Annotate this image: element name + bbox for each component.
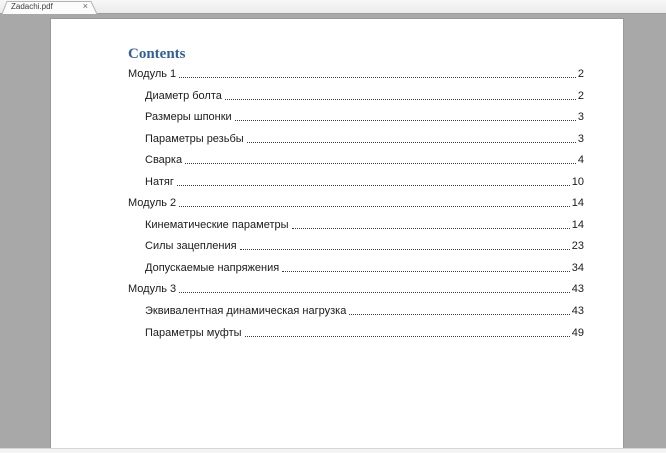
pdf-page bbox=[50, 18, 624, 448]
page-content bbox=[128, 47, 584, 348]
toc-entry[interactable] bbox=[128, 262, 584, 284]
toc-entry-page: 43 bbox=[571, 305, 584, 318]
toc-entry[interactable] bbox=[128, 283, 584, 305]
toc-entry-label: Натяг bbox=[145, 175, 174, 188]
toc-entry[interactable] bbox=[128, 327, 584, 349]
toc-leader-dots bbox=[245, 327, 570, 337]
tab-bar bbox=[0, 0, 666, 14]
toc-entry-label: Диаметр болта bbox=[145, 89, 222, 102]
toc-leader-dots bbox=[179, 68, 576, 78]
toc-leader-dots bbox=[185, 154, 576, 164]
toc-entry-label: Силы зацепления bbox=[145, 240, 237, 253]
toc-entry-label: Кинематические параметры bbox=[145, 218, 289, 231]
toc-entry[interactable] bbox=[128, 240, 584, 262]
toc-entry[interactable] bbox=[128, 197, 584, 219]
toc-entry-label: Модуль 2 bbox=[128, 197, 177, 210]
toc-leader-dots bbox=[247, 133, 576, 143]
toc-entry-label: Модуль 1 bbox=[128, 68, 177, 80]
toc-entry-page: 14 bbox=[571, 197, 584, 210]
toc-entry[interactable] bbox=[128, 133, 584, 155]
tab-title: Zadachi.pdf bbox=[11, 2, 53, 11]
toc-entry[interactable] bbox=[128, 176, 584, 198]
document-tab[interactable] bbox=[1, 0, 99, 14]
toc-entry-page: 14 bbox=[571, 218, 584, 231]
toc-entry-label: Эквивалентная динамическая нагрузка bbox=[145, 305, 347, 318]
contents-heading: Contents bbox=[128, 46, 186, 62]
status-strip bbox=[0, 448, 666, 453]
toc-leader-dots bbox=[282, 262, 570, 272]
toc-entry-page: 3 bbox=[577, 132, 584, 145]
toc-entry-label: Параметры резьбы bbox=[145, 132, 244, 145]
toc-entry-page: 2 bbox=[577, 68, 584, 80]
table-of-contents bbox=[128, 68, 584, 348]
toc-entry-label: Параметры муфты bbox=[145, 326, 242, 339]
toc-entry-label: Модуль 3 bbox=[128, 283, 177, 296]
toc-entry[interactable] bbox=[128, 219, 584, 241]
toc-entry[interactable] bbox=[128, 90, 584, 112]
toc-leader-dots bbox=[179, 197, 570, 207]
toc-entry-page: 34 bbox=[571, 261, 584, 274]
toc-entry-page: 3 bbox=[577, 111, 584, 124]
toc-entry-page: 23 bbox=[571, 240, 584, 253]
toc-entry-page: 10 bbox=[571, 175, 584, 188]
toc-leader-dots bbox=[179, 283, 570, 293]
toc-leader-dots bbox=[292, 219, 570, 229]
toc-entry[interactable] bbox=[128, 68, 584, 90]
document-canvas bbox=[0, 14, 666, 448]
toc-leader-dots bbox=[240, 240, 570, 250]
toc-entry-page: 43 bbox=[571, 283, 584, 296]
toc-leader-dots bbox=[235, 111, 576, 121]
toc-entry[interactable] bbox=[128, 154, 584, 176]
toc-leader-dots bbox=[225, 90, 576, 100]
toc-leader-dots bbox=[177, 176, 570, 186]
toc-entry-page: 4 bbox=[577, 154, 584, 167]
toc-entry-label: Сварка bbox=[145, 154, 183, 167]
toc-entry-label: Размеры шпонки bbox=[145, 111, 232, 124]
toc-entry-page: 49 bbox=[571, 326, 584, 339]
toc-leader-dots bbox=[349, 305, 569, 315]
toc-entry[interactable] bbox=[128, 305, 584, 327]
toc-entry[interactable] bbox=[128, 111, 584, 133]
toc-entry-label: Допускаемые напряжения bbox=[145, 261, 280, 274]
toc-entry-page: 2 bbox=[577, 89, 584, 102]
tab-close-icon[interactable]: × bbox=[82, 1, 88, 11]
